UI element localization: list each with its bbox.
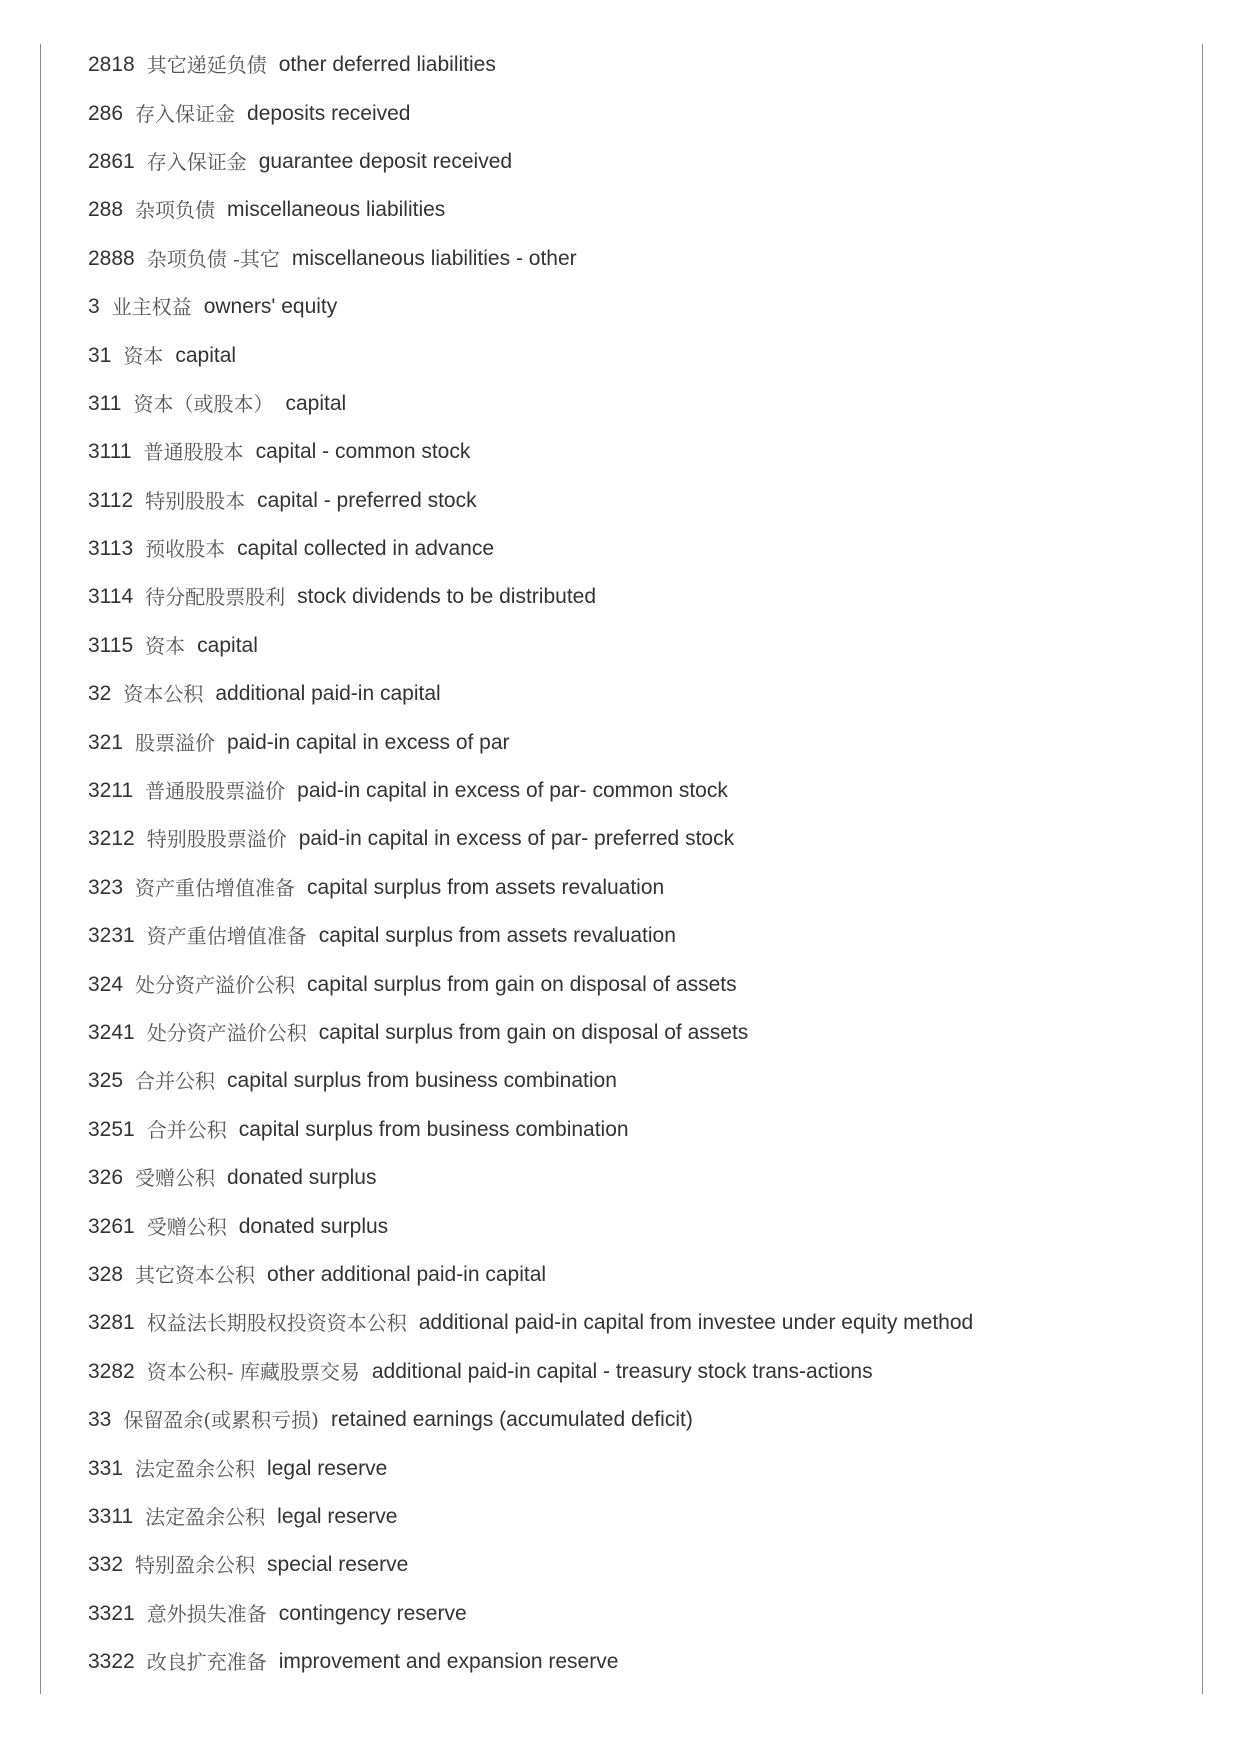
account-entry xyxy=(88,573,1188,621)
account-code: 2818 xyxy=(88,53,135,77)
account-name-zh: 处分资产溢价公积 xyxy=(146,1021,307,1045)
account-name-en: capital surplus from assets revaluation xyxy=(318,924,676,948)
account-name-en: capital surplus from assets revaluation xyxy=(307,875,665,899)
account-name-en: capital xyxy=(285,391,347,415)
account-entry xyxy=(88,331,1188,379)
account-entry xyxy=(88,815,1188,863)
account-entry xyxy=(88,1251,1188,1299)
account-code: 332 xyxy=(88,1553,124,1577)
right-margin-rule xyxy=(1202,44,1203,1694)
account-entry xyxy=(88,1106,1188,1154)
account-code: 3212 xyxy=(88,827,135,851)
account-name-zh: 合并公积 xyxy=(146,1117,227,1142)
account-code: 326 xyxy=(88,1166,124,1190)
account-name-zh: 待分配股票股利 xyxy=(145,585,286,610)
account-list xyxy=(88,41,1188,1686)
account-code: 3251 xyxy=(88,1117,135,1141)
account-entry xyxy=(88,718,1188,766)
account-name-zh: 特别股股本 xyxy=(145,488,246,513)
account-name-en: contingency reserve xyxy=(278,1601,467,1625)
account-code: 3 xyxy=(88,295,100,319)
account-name-zh: 普通股股票溢价 xyxy=(145,779,286,804)
account-name-zh: 存入保证金 xyxy=(135,101,236,126)
account-entry xyxy=(88,1590,1188,1638)
account-code: 32 xyxy=(88,682,112,706)
account-name-zh: 杂项负债 -其它 xyxy=(146,246,280,271)
account-name-en: capital - common stock xyxy=(255,440,471,464)
account-name-en: capital surplus from gain on disposal of assets xyxy=(307,972,737,996)
account-name-en: deposits received xyxy=(247,101,411,125)
account-code: 3282 xyxy=(88,1359,135,1383)
account-code: 3322 xyxy=(88,1650,135,1674)
account-name-zh: 资本（或股本） xyxy=(133,391,274,416)
account-name-en: legal reserve xyxy=(277,1504,398,1528)
account-name-zh: 资产重估增值准备 xyxy=(146,924,307,949)
account-code: 321 xyxy=(88,730,124,754)
account-name-en: owners' equity xyxy=(203,295,338,319)
account-name-zh: 股票溢价 xyxy=(135,730,216,755)
account-name-zh: 业主权益 xyxy=(111,295,192,320)
account-entry xyxy=(88,1638,1188,1686)
account-entry xyxy=(88,138,1188,186)
account-name-en: guarantee deposit received xyxy=(258,149,513,173)
left-margin-rule xyxy=(40,44,41,1694)
account-name-zh: 存入保证金 xyxy=(146,149,247,174)
account-name-zh: 其它资本公积 xyxy=(135,1262,256,1287)
account-name-zh: 特别盈余公积 xyxy=(135,1553,256,1578)
account-name-en: additional paid-in capital - treasury stock trans-actions xyxy=(371,1359,873,1383)
account-code: 325 xyxy=(88,1069,124,1093)
account-name-zh: 预收股本 xyxy=(145,537,226,562)
account-entry xyxy=(88,1009,1188,1057)
account-entry xyxy=(88,380,1188,428)
account-code: 3112 xyxy=(88,488,134,512)
account-name-zh: 合并公积 xyxy=(135,1069,216,1094)
account-name-zh: 杂项负债 xyxy=(135,198,216,223)
account-entry xyxy=(88,186,1188,234)
account-name-zh: 资本 xyxy=(145,633,186,658)
account-code: 2861 xyxy=(88,149,135,173)
account-entry xyxy=(88,1202,1188,1250)
account-code: 3241 xyxy=(88,1021,135,1044)
account-name-en: stock dividends to be distributed xyxy=(297,585,597,609)
account-name-en: other deferred liabilities xyxy=(278,53,496,77)
account-name-zh: 改良扩充准备 xyxy=(146,1650,267,1675)
account-code: 3114 xyxy=(88,585,134,609)
account-name-en: additional paid-in capital from investee under equity method xyxy=(418,1311,974,1335)
account-code: 2888 xyxy=(88,246,135,270)
account-name-en: paid-in capital in excess of par- common stock xyxy=(297,779,728,803)
account-entry xyxy=(88,1299,1188,1347)
account-entry xyxy=(88,477,1188,525)
account-entry xyxy=(88,670,1188,718)
account-entry xyxy=(88,41,1188,89)
account-code: 328 xyxy=(88,1262,124,1286)
account-code: 311 xyxy=(88,391,122,415)
account-name-zh: 资本公积- 库藏股票交易 xyxy=(146,1359,360,1384)
account-name-en: retained earnings (accumulated deficit) xyxy=(330,1408,693,1432)
account-code: 31 xyxy=(88,343,112,367)
account-entry xyxy=(88,283,1188,331)
account-name-en: capital xyxy=(197,633,258,657)
account-name-en: capital collected in advance xyxy=(237,537,495,561)
account-name-zh: 资产重估增值准备 xyxy=(135,875,296,900)
account-name-en: improvement and expansion reserve xyxy=(278,1650,619,1674)
account-name-en: additional paid-in capital xyxy=(215,682,441,706)
account-entry xyxy=(88,1057,1188,1105)
account-name-en: legal reserve xyxy=(267,1456,388,1480)
account-name-en: donated surplus xyxy=(227,1166,377,1190)
account-name-en: paid-in capital in excess of par- preferred stock xyxy=(298,827,735,851)
account-name-en: miscellaneous liabilities - other xyxy=(291,246,577,270)
account-name-en: special reserve xyxy=(267,1553,409,1577)
account-name-zh: 受赠公积 xyxy=(146,1214,227,1239)
account-entry xyxy=(88,767,1188,815)
account-entry xyxy=(88,1154,1188,1202)
account-name-zh: 处分资产溢价公积 xyxy=(135,972,296,997)
account-code: 3311 xyxy=(88,1504,134,1528)
account-code: 3281 xyxy=(88,1311,135,1335)
account-code: 3115 xyxy=(88,633,134,657)
account-name-zh: 权益法长期股权投资资本公积 xyxy=(146,1311,407,1336)
account-code: 3321 xyxy=(88,1601,135,1625)
account-entry xyxy=(88,1493,1188,1541)
account-code: 3111 xyxy=(88,440,132,464)
account-name-zh: 意外损失准备 xyxy=(146,1601,267,1626)
account-name-en: capital surplus from business combination xyxy=(238,1117,629,1141)
account-entry xyxy=(88,1541,1188,1589)
account-name-zh: 法定盈余公积 xyxy=(135,1456,256,1481)
account-name-en: capital xyxy=(175,343,237,367)
account-code: 3231 xyxy=(88,924,135,948)
account-name-en: paid-in capital in excess of par xyxy=(227,730,510,754)
account-name-en: miscellaneous liabilities xyxy=(227,198,446,222)
account-name-zh: 其它递延负债 xyxy=(146,53,267,78)
account-name-en: capital surplus from business combination xyxy=(227,1069,617,1093)
account-name-zh: 资本 xyxy=(123,343,164,368)
account-entry xyxy=(88,1348,1188,1396)
account-name-en: other additional paid-in capital xyxy=(267,1262,547,1286)
account-entry xyxy=(88,89,1188,137)
account-entry xyxy=(88,235,1188,283)
account-code: 3261 xyxy=(88,1214,135,1238)
account-name-zh: 普通股股本 xyxy=(143,440,244,465)
account-entry xyxy=(88,912,1188,960)
account-name-en: capital surplus from gain on disposal of assets xyxy=(318,1021,749,1044)
account-code: 331 xyxy=(88,1456,124,1480)
account-name-en: capital - preferred stock xyxy=(257,488,477,512)
account-code: 33 xyxy=(88,1408,112,1432)
account-entry xyxy=(88,622,1188,670)
account-name-en: donated surplus xyxy=(238,1214,389,1238)
account-entry xyxy=(88,428,1188,476)
account-entry xyxy=(88,1444,1188,1492)
account-entry xyxy=(88,525,1188,573)
account-code: 323 xyxy=(88,875,124,899)
account-name-zh: 资本公积 xyxy=(123,682,204,707)
account-code: 3113 xyxy=(88,537,134,561)
account-entry xyxy=(88,864,1188,912)
account-code: 324 xyxy=(88,972,124,996)
account-code: 286 xyxy=(88,101,124,125)
account-name-zh: 法定盈余公积 xyxy=(145,1504,266,1529)
account-entry xyxy=(88,1396,1188,1444)
account-name-zh: 受赠公积 xyxy=(135,1166,216,1191)
account-entry xyxy=(88,960,1188,1008)
account-name-zh: 保留盈余(或累积亏损) xyxy=(123,1408,319,1433)
account-name-zh: 特别股股票溢价 xyxy=(146,827,287,852)
account-code: 288 xyxy=(88,198,124,222)
account-code: 3211 xyxy=(88,779,134,803)
